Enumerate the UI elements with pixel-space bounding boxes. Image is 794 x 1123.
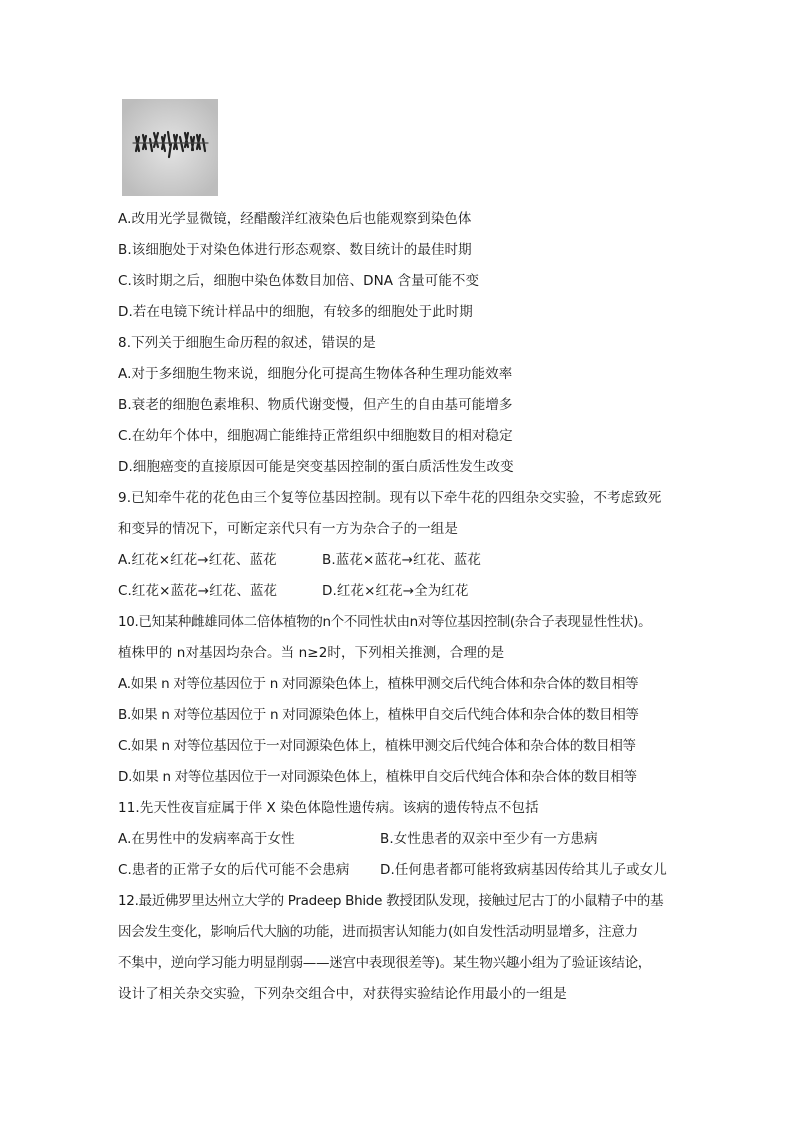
- q7-option-b: B.该细胞处于对染色体进行形态观察、数目统计的最佳时期: [118, 242, 472, 258]
- q11-option-b: B.女性患者的双亲中至少有一方患病: [380, 831, 598, 847]
- q12-line-2: 因会发生变化，影响后代大脑的功能，进而损害认知能力(如自发性活动明显增多，注意力: [118, 924, 638, 940]
- q10-option-c: C.如果 n 对等位基因位于一对同源染色体上，植株甲测交后代纯合体和杂合体的数目相等: [118, 738, 636, 754]
- q7-option-c: C.该时期之后，细胞中染色体数目加倍、DNA 含量可能不变: [118, 273, 480, 289]
- q9-option-b: B.蓝花×蓝花→红花、蓝花: [322, 552, 481, 568]
- q9-stem-line-1: 9.已知牵牛花的花色由三个复等位基因控制。现有以下牵牛花的四组杂交实验，不考虑致死: [118, 490, 662, 506]
- q10-option-b: B.如果 n 对等位基因位于 n 对同源染色体上，植株甲自交后代纯合体和杂合体的数目相等: [118, 707, 639, 723]
- q7-option-a: A.改用光学显微镜，经醋酸洋红液染色后也能观察到染色体: [118, 211, 472, 227]
- q10-option-a: A.如果 n 对等位基因位于 n 对同源染色体上，植株甲测交后代纯合体和杂合体的数目相等: [118, 676, 639, 692]
- q7-option-d: D.若在电镜下统计样品中的细胞，有较多的细胞处于此时期: [118, 304, 473, 320]
- q10-stem-line-1: 10.已知某种雌雄同体二倍体植物的n个不同性状由n对等位基因控制(杂合子表现显性性状)。: [118, 614, 652, 630]
- q8-option-c: C.在幼年个体中，细胞凋亡能维持正常组织中细胞数目的相对稳定: [118, 428, 513, 444]
- q11-option-d: D.任何患者都可能将致病基因传给其儿子或女儿: [380, 862, 667, 878]
- chromosome-micrograph-drawing: [122, 99, 218, 196]
- q9-options-row-2: [118, 576, 678, 607]
- q9-stem-line-2: 和变异的情况下，可断定亲代只有一方为杂合子的一组是: [118, 521, 458, 537]
- q11-option-a: A.在男性中的发病率高于女性: [118, 831, 295, 847]
- q11-stem: 11.先天性夜盲症属于伴 X 染色体隐性遗传病。该病的遗传特点不包括: [118, 800, 539, 816]
- q8-option-b: B.衰老的细胞色素堆积、物质代谢变慢，但产生的自由基可能增多: [118, 397, 513, 413]
- q10-option-d: D.如果 n 对等位基因位于一对同源染色体上，植株甲自交后代纯合体和杂合体的数目相等: [118, 769, 637, 785]
- q12-line-1: 12.最近佛罗里达州立大学的 Pradeep Bhide 教授团队发现，接触过尼古丁的小鼠精子中的基: [118, 893, 664, 909]
- q8-option-d: D.细胞癌变的直接原因可能是突变基因控制的蛋白质活性发生改变: [118, 459, 514, 475]
- q12-line-3: 不集中，逆向学习能力明显削弱——迷宫中表现很差等)。某生物兴趣小组为了验证该结论，: [118, 955, 651, 971]
- q9-options-row-1: [118, 545, 678, 576]
- q12-line-4: 设计了相关杂交实验，下列杂交组合中，对获得实验结论作用最小的一组是: [118, 986, 567, 1002]
- chromosome-micrograph: [122, 99, 218, 196]
- q10-stem-line-2: 植株甲的 n对基因均杂合。当 n≥2时，下列相关推测，合理的是: [118, 645, 505, 661]
- q11-options-row-2: [118, 855, 678, 886]
- q8-stem: 8.下列关于细胞生命历程的叙述，错误的是: [118, 335, 376, 351]
- q8-option-a: A.对于多细胞生物来说，细胞分化可提高生物体各种生理功能效率: [118, 366, 513, 382]
- q9-option-a: A.红花×红花→红花、蓝花: [118, 552, 277, 568]
- q9-option-d: D.红花×红花→全为红花: [322, 583, 469, 599]
- question-content: [118, 204, 678, 1010]
- q11-option-c: C.患者的正常子女的后代可能不会患病: [118, 862, 350, 878]
- q9-option-c: C.红花×蓝花→红花、蓝花: [118, 583, 278, 599]
- q11-options-row-1: [118, 824, 678, 855]
